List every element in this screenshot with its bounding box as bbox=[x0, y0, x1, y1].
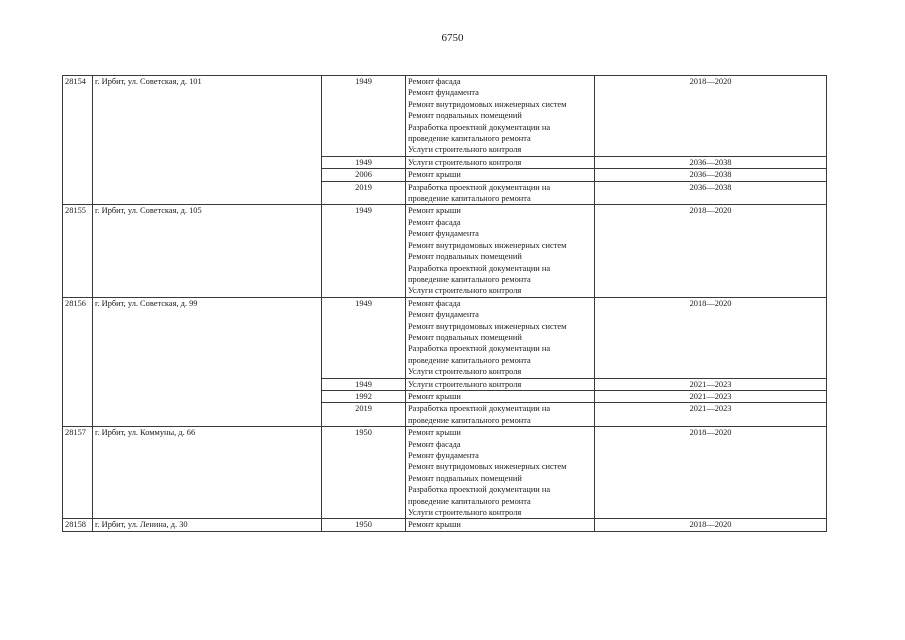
repair-work-item: Ремонт крыши bbox=[408, 428, 461, 438]
repair-work-item: Ремонт фундамента bbox=[408, 88, 479, 98]
table-row bbox=[63, 519, 827, 531]
repair-works bbox=[406, 427, 595, 519]
table-row bbox=[63, 205, 827, 297]
repair-work-item: Ремонт подвальных помещений bbox=[408, 473, 522, 483]
repair-work-item: Ремонт внутридомовых инженерных систем bbox=[408, 321, 567, 331]
repair-work-item: проведение капитального ремонта bbox=[408, 415, 531, 425]
record-number: 28155 bbox=[63, 205, 93, 297]
table-row bbox=[63, 427, 827, 519]
repair-period: 2021—2023 bbox=[595, 390, 827, 402]
repair-work-item: Ремонт фасада bbox=[408, 217, 461, 227]
repair-work-item: Разработка проектной документации на bbox=[408, 485, 551, 495]
repair-work-item: Ремонт крыши bbox=[408, 520, 461, 530]
repair-work-item: Разработка проектной документации на bbox=[408, 122, 551, 132]
build-year: 1950 bbox=[322, 519, 406, 531]
registry-body bbox=[63, 76, 827, 532]
repair-work-item: Ремонт внутридомовых инженерных систем bbox=[408, 240, 567, 250]
repair-work-item: проведение капитального ремонта bbox=[408, 496, 531, 506]
repair-work-item: Ремонт крыши bbox=[408, 206, 461, 216]
record-number: 28154 bbox=[63, 76, 93, 205]
repair-works bbox=[406, 205, 595, 297]
build-year: 1949 bbox=[322, 297, 406, 378]
repair-works bbox=[406, 403, 595, 427]
build-year: 2019 bbox=[322, 181, 406, 205]
repair-period: 2036—2038 bbox=[595, 181, 827, 205]
repair-works bbox=[406, 181, 595, 205]
table-row bbox=[63, 76, 827, 157]
repair-work-item: Ремонт подвальных помещений bbox=[408, 111, 522, 121]
build-year: 1992 bbox=[322, 390, 406, 402]
record-number: 28158 bbox=[63, 519, 93, 531]
repair-period: 2036—2038 bbox=[595, 156, 827, 168]
repair-period: 2018—2020 bbox=[595, 76, 827, 157]
record-address: г. Ирбит, ул. Советская, д. 99 bbox=[93, 297, 322, 426]
build-year: 1949 bbox=[322, 76, 406, 157]
build-year: 1950 bbox=[322, 427, 406, 519]
repair-work-item: Услуги строительного контроля bbox=[408, 367, 522, 377]
repair-period: 2021—2023 bbox=[595, 403, 827, 427]
repair-period: 2036—2038 bbox=[595, 169, 827, 181]
repair-period: 2021—2023 bbox=[595, 378, 827, 390]
repair-period: 2018—2020 bbox=[595, 519, 827, 531]
repair-works bbox=[406, 297, 595, 378]
capital-repair-table bbox=[62, 75, 827, 532]
repair-work-item: Разработка проектной документации на bbox=[408, 182, 551, 192]
repair-work-item: проведение капитального ремонта bbox=[408, 134, 531, 144]
repair-works bbox=[406, 169, 595, 181]
repair-work-item: Услуги строительного контроля bbox=[408, 379, 522, 389]
repair-period: 2018—2020 bbox=[595, 427, 827, 519]
record-address: г. Ирбит, ул. Советская, д. 105 bbox=[93, 205, 322, 297]
repair-work-item: Разработка проектной документации на bbox=[408, 404, 551, 414]
repair-work-item: Услуги строительного контроля bbox=[408, 157, 522, 167]
repair-work-item: Ремонт фасада bbox=[408, 298, 461, 308]
repair-works bbox=[406, 156, 595, 168]
page-number: 6750 bbox=[441, 32, 464, 44]
build-year: 2006 bbox=[322, 169, 406, 181]
record-number: 28156 bbox=[63, 297, 93, 426]
repair-work-item: Ремонт фасада bbox=[408, 77, 461, 86]
build-year: 2019 bbox=[322, 403, 406, 427]
build-year: 1949 bbox=[322, 156, 406, 168]
record-number: 28157 bbox=[63, 427, 93, 519]
repair-work-item: Услуги строительного контроля bbox=[408, 145, 522, 155]
repair-works bbox=[406, 76, 595, 157]
repair-period: 2018—2020 bbox=[595, 297, 827, 378]
repair-works bbox=[406, 519, 595, 531]
repair-period: 2018—2020 bbox=[595, 205, 827, 297]
repair-works bbox=[406, 378, 595, 390]
repair-work-item: Ремонт крыши bbox=[408, 170, 461, 180]
repair-works bbox=[406, 390, 595, 402]
repair-work-item: Разработка проектной документации на bbox=[408, 344, 551, 354]
record-address: г. Ирбит, ул. Коммуны, д. 66 bbox=[93, 427, 322, 519]
repair-work-item: Ремонт фундамента bbox=[408, 310, 479, 320]
record-address: г. Ирбит, ул. Ленина, д. 30 bbox=[93, 519, 322, 531]
repair-work-item: Ремонт подвальных помещений bbox=[408, 332, 522, 342]
repair-work-item: Ремонт фундамента bbox=[408, 451, 479, 460]
repair-work-item: Услуги строительного контроля bbox=[408, 508, 522, 518]
repair-work-item: Ремонт фасада bbox=[408, 439, 461, 449]
repair-work-item: Разработка проектной документации на bbox=[408, 263, 551, 273]
repair-work-item: проведение капитального ремонта bbox=[408, 355, 531, 365]
repair-work-item: Ремонт внутридомовых инженерных систем bbox=[408, 462, 567, 472]
table-row bbox=[63, 297, 827, 378]
build-year: 1949 bbox=[322, 205, 406, 297]
record-address: г. Ирбит, ул. Советская, д. 101 bbox=[93, 76, 322, 205]
build-year: 1949 bbox=[322, 378, 406, 390]
repair-work-item: Ремонт крыши bbox=[408, 391, 461, 401]
repair-work-item: Услуги строительного контроля bbox=[408, 286, 522, 296]
repair-work-item: Ремонт подвальных помещений bbox=[408, 252, 522, 262]
repair-work-item: проведение капитального ремонта bbox=[408, 194, 531, 204]
repair-work-item: Ремонт внутридомовых инженерных систем bbox=[408, 99, 567, 109]
repair-work-item: проведение капитального ремонта bbox=[408, 274, 531, 284]
repair-work-item: Ремонт фундамента bbox=[408, 229, 479, 239]
